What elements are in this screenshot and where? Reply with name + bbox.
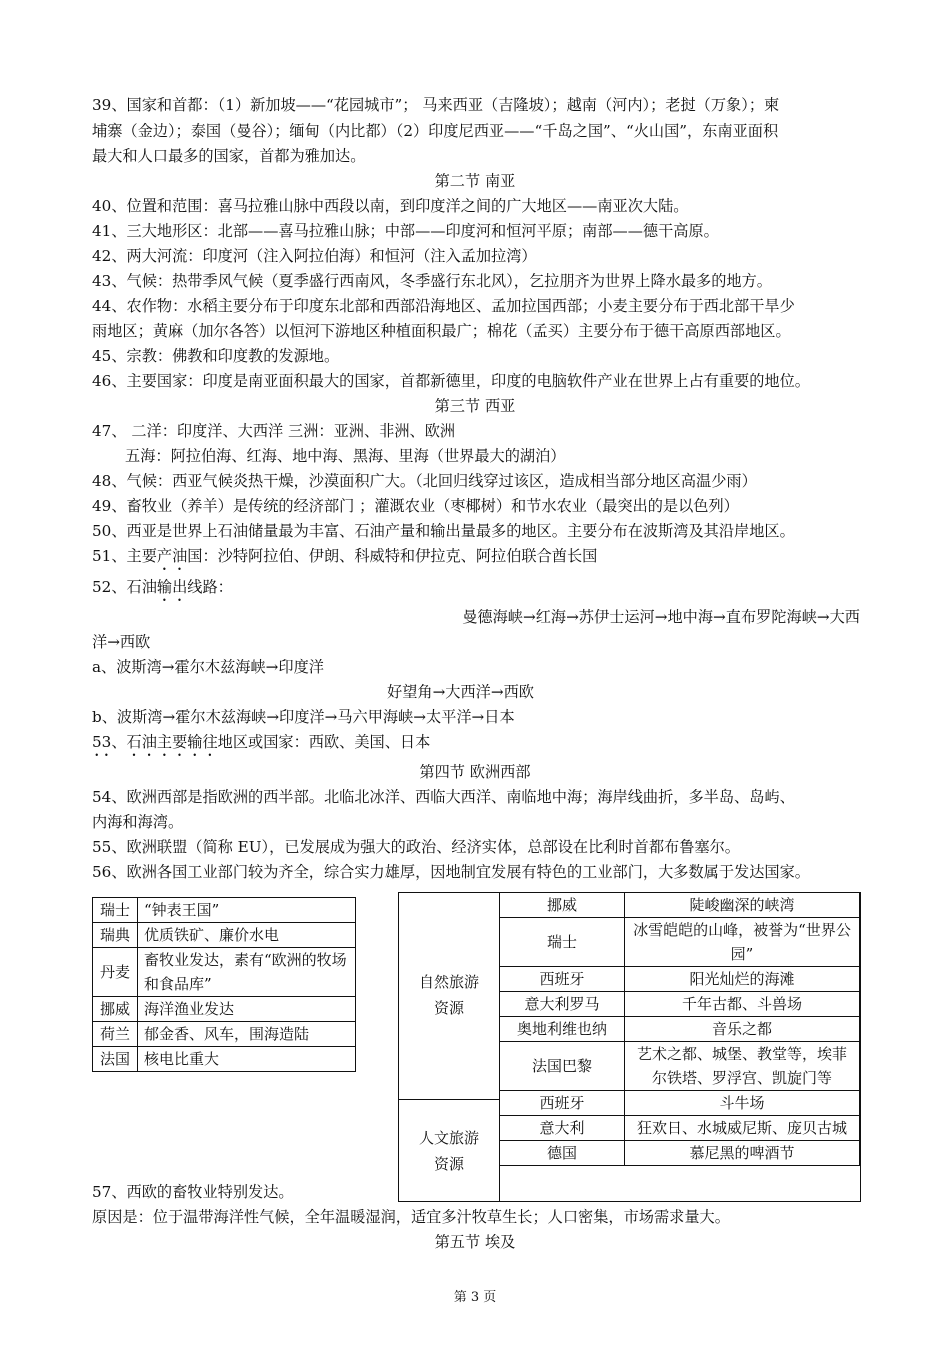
table-cell: 德国 [500, 1141, 625, 1166]
table-cell: 意大利 [500, 1116, 625, 1141]
table-cell: 奥地利维也纳 [500, 1017, 625, 1042]
line-52-emphasis: 输出 [156, 578, 188, 596]
table-cell: 音乐之都 [625, 1017, 860, 1042]
table-row [93, 898, 356, 923]
line-42: 42、两大河流：印度河（注入阿拉伯海）和恒河（注入孟加拉湾） [92, 247, 537, 265]
table-cell: 西班牙 [500, 1091, 625, 1116]
table-cell: 海洋渔业发达 [138, 997, 356, 1022]
line-40: 40、位置和范围：喜马拉雅山脉中西段以南，到印度洋之间的广大地区——南亚次大陆。 [92, 197, 689, 215]
route-1b: 洋→西欧 [92, 633, 151, 651]
line-53-suffix: 地区或国家：西欧、美国、日本 [217, 733, 431, 751]
line-52 [92, 577, 233, 605]
section-title-western-europe: 第四节 欧洲西部 [419, 763, 531, 781]
table-cell: 意大利罗马 [500, 992, 625, 1017]
table-row [500, 1116, 860, 1141]
route-a2: 好望角→大西洋→西欧 [387, 683, 534, 701]
line-50: 50、西亚是世界上石油储量最为丰富、石油产量和输出量最多的地区。主要分布在波斯湾及其沿岸地区。 [92, 522, 795, 540]
table-row [500, 918, 860, 967]
table-row [500, 1091, 860, 1116]
table-cell: 冰雪皑皑的山峰，被誉为“世界公园” [625, 918, 860, 967]
table-cell: 郁金香、风车，围海造陆 [138, 1022, 356, 1047]
table-cell: 法国 [93, 1047, 138, 1072]
line-39a: 39、国家和首都：（1）新加坡——“花园城市”； 马来西亚（吉隆坡）；越南（河内）；老挝（万象）；柬 [92, 96, 780, 114]
table-row [500, 1017, 860, 1042]
table-cell: 斗牛场 [625, 1091, 860, 1116]
table-cell: 艺术之都、城堡、教堂等，埃菲尔铁塔、罗浮宫、凯旋门等 [625, 1042, 860, 1091]
line-52-prefix: 52、石油 [92, 578, 157, 596]
table-cell: 畜牧业发达，素有“欧洲的牧场和食品库” [138, 948, 356, 997]
section-title-south-asia: 第二节 南亚 [434, 172, 516, 190]
cultural-tourism-label: 人文旅游资源 [418, 1129, 479, 1173]
natural-tourism-label: 自然旅游资源 [418, 973, 479, 1017]
table-cell: 法国巴黎 [500, 1042, 625, 1091]
table-row [93, 1022, 356, 1047]
line-57: 57、西欧的畜牧业特别发达。 [92, 1183, 294, 1201]
table-cell: 瑞士 [500, 918, 625, 967]
page-number: 第 3 页 [453, 1290, 497, 1305]
line-51 [92, 546, 597, 574]
tourism-table [398, 892, 861, 1202]
table-row [93, 1047, 356, 1072]
table-row [500, 1042, 860, 1091]
line-45: 45、宗教：佛教和印度教的发源地。 [92, 347, 340, 365]
table-cell: 千年古都、斗兽场 [625, 992, 860, 1017]
line-49: 49、畜牧业（养羊）是传统的经济部门 ；灌溉农业（枣椰树）和节水农业（最突出的是以色列） [92, 497, 739, 515]
table-row [500, 992, 860, 1017]
table-row [93, 997, 356, 1022]
line-44b: 雨地区；黄麻（加尔各答）以恒河下游地区种植面积最广；棉花（孟买）主要分布于德干高原西部地区。 [92, 322, 791, 340]
table-row [93, 948, 356, 997]
table-cell: 挪威 [500, 893, 625, 918]
line-47b: 五海：阿拉伯海、红海、地中海、黑海、里海（世界最大的湖泊） [125, 447, 566, 465]
table-row [500, 1141, 860, 1166]
line-41: 41、三大地形区：北部——喜马拉雅山脉；中部——印度河和恒河平原；南部——德干高原。 [92, 222, 719, 240]
line-54a: 54、欧洲西部是指欧洲的西半部。北临北冰洋、西临大西洋、南临地中海；海岸线曲折，多半岛、岛屿、 [92, 788, 795, 806]
line-51-prefix: 51、主要 [92, 547, 157, 565]
table-cell: 瑞典 [93, 923, 138, 948]
line-44a: 44、农作物：水稻主要分布于印度东北部和西部沿海地区、孟加拉国西部；小麦主要分布于西北部干旱少 [92, 297, 795, 315]
table-cell: 陡峻幽深的峡湾 [625, 893, 860, 918]
section-title-egypt: 第五节 埃及 [434, 1233, 516, 1251]
table-row [500, 967, 860, 992]
table-cell: 荷兰 [93, 1022, 138, 1047]
line-53 [92, 732, 430, 760]
line-39c: 最大和人口最多的国家，首都为雅加达。 [92, 147, 366, 165]
tourism-grid [499, 892, 860, 1166]
divider [399, 1099, 499, 1100]
table-cell: 核电比重大 [138, 1047, 356, 1072]
line-57b: 原因是：位于温带海洋性气候，全年温暖湿润，适宜多汁牧草生长；人口密集，市场需求量大。 [92, 1208, 730, 1226]
line-56: 56、欧洲各国工业部门较为齐全，综合实力雄厚，因地制宜发展有特色的工业部门，大多数属于发达国家。 [92, 863, 810, 881]
industry-table [92, 897, 356, 1072]
table-cell: 西班牙 [500, 967, 625, 992]
table-cell: 狂欢日、水城威尼斯、庞贝古城 [625, 1116, 860, 1141]
route-a: a、波斯湾→霍尔木兹海峡→印度洋 [92, 658, 324, 676]
line-52-suffix: 线路： [187, 578, 233, 596]
section-title-west-asia: 第三节 西亚 [434, 397, 516, 415]
line-54b: 内海和海湾。 [92, 813, 184, 831]
table-cell: 瑞士 [93, 898, 138, 923]
table-row [93, 923, 356, 948]
table-cell: 挪威 [93, 997, 138, 1022]
line-55: 55、欧洲联盟（简称 EU），已发展成为强大的政治、经济实体，总部设在比利时首都布鲁塞尔。 [92, 838, 740, 856]
table-cell: “钟表王国” [138, 898, 356, 923]
route-b: b、波斯湾→霍尔木兹海峡→印度洋→马六甲海峡→太平洋→日本 [92, 708, 515, 726]
line-39b: 埔寨（金边）；泰国（曼谷）；缅甸（内比都）（2）印度尼西亚——“千岛之国”、“火山国”，东南亚面积 [92, 122, 779, 140]
table-cell: 优质铁矿、廉价水电 [138, 923, 356, 948]
line-43: 43、气候：热带季风气候（夏季盛行西南风，冬季盛行东北风），乞拉朋齐为世界上降水最多的地方。 [92, 272, 772, 290]
line-47: 47、 二洋：印度洋、大西洋 三洲：亚洲、非洲、欧洲 [92, 422, 456, 440]
table-cell: 慕尼黑的啤酒节 [625, 1141, 860, 1166]
line-53-emphasis: 53、石油主要输往 [92, 733, 218, 751]
table-cell: 丹麦 [93, 948, 138, 997]
line-51-emphasis: 产油 [156, 547, 188, 565]
route-1a: 曼德海峡→红海→苏伊士运河→地中海→直布罗陀海峡→大西 [462, 608, 860, 626]
line-51-suffix: 国：沙特阿拉伯、伊朗、科威特和伊拉克、阿拉伯联合酋长国 [187, 547, 598, 565]
table-cell: 阳光灿烂的海滩 [625, 967, 860, 992]
table-row [500, 893, 860, 918]
line-46: 46、主要国家：印度是南亚面积最大的国家，首都新德里，印度的电脑软件产业在世界上占有重要的地位。 [92, 372, 810, 390]
line-48: 48、气候：西亚气候炎热干燥，沙漠面积广大。（北回归线穿过该区，造成相当部分地区高温少雨） [92, 472, 757, 490]
